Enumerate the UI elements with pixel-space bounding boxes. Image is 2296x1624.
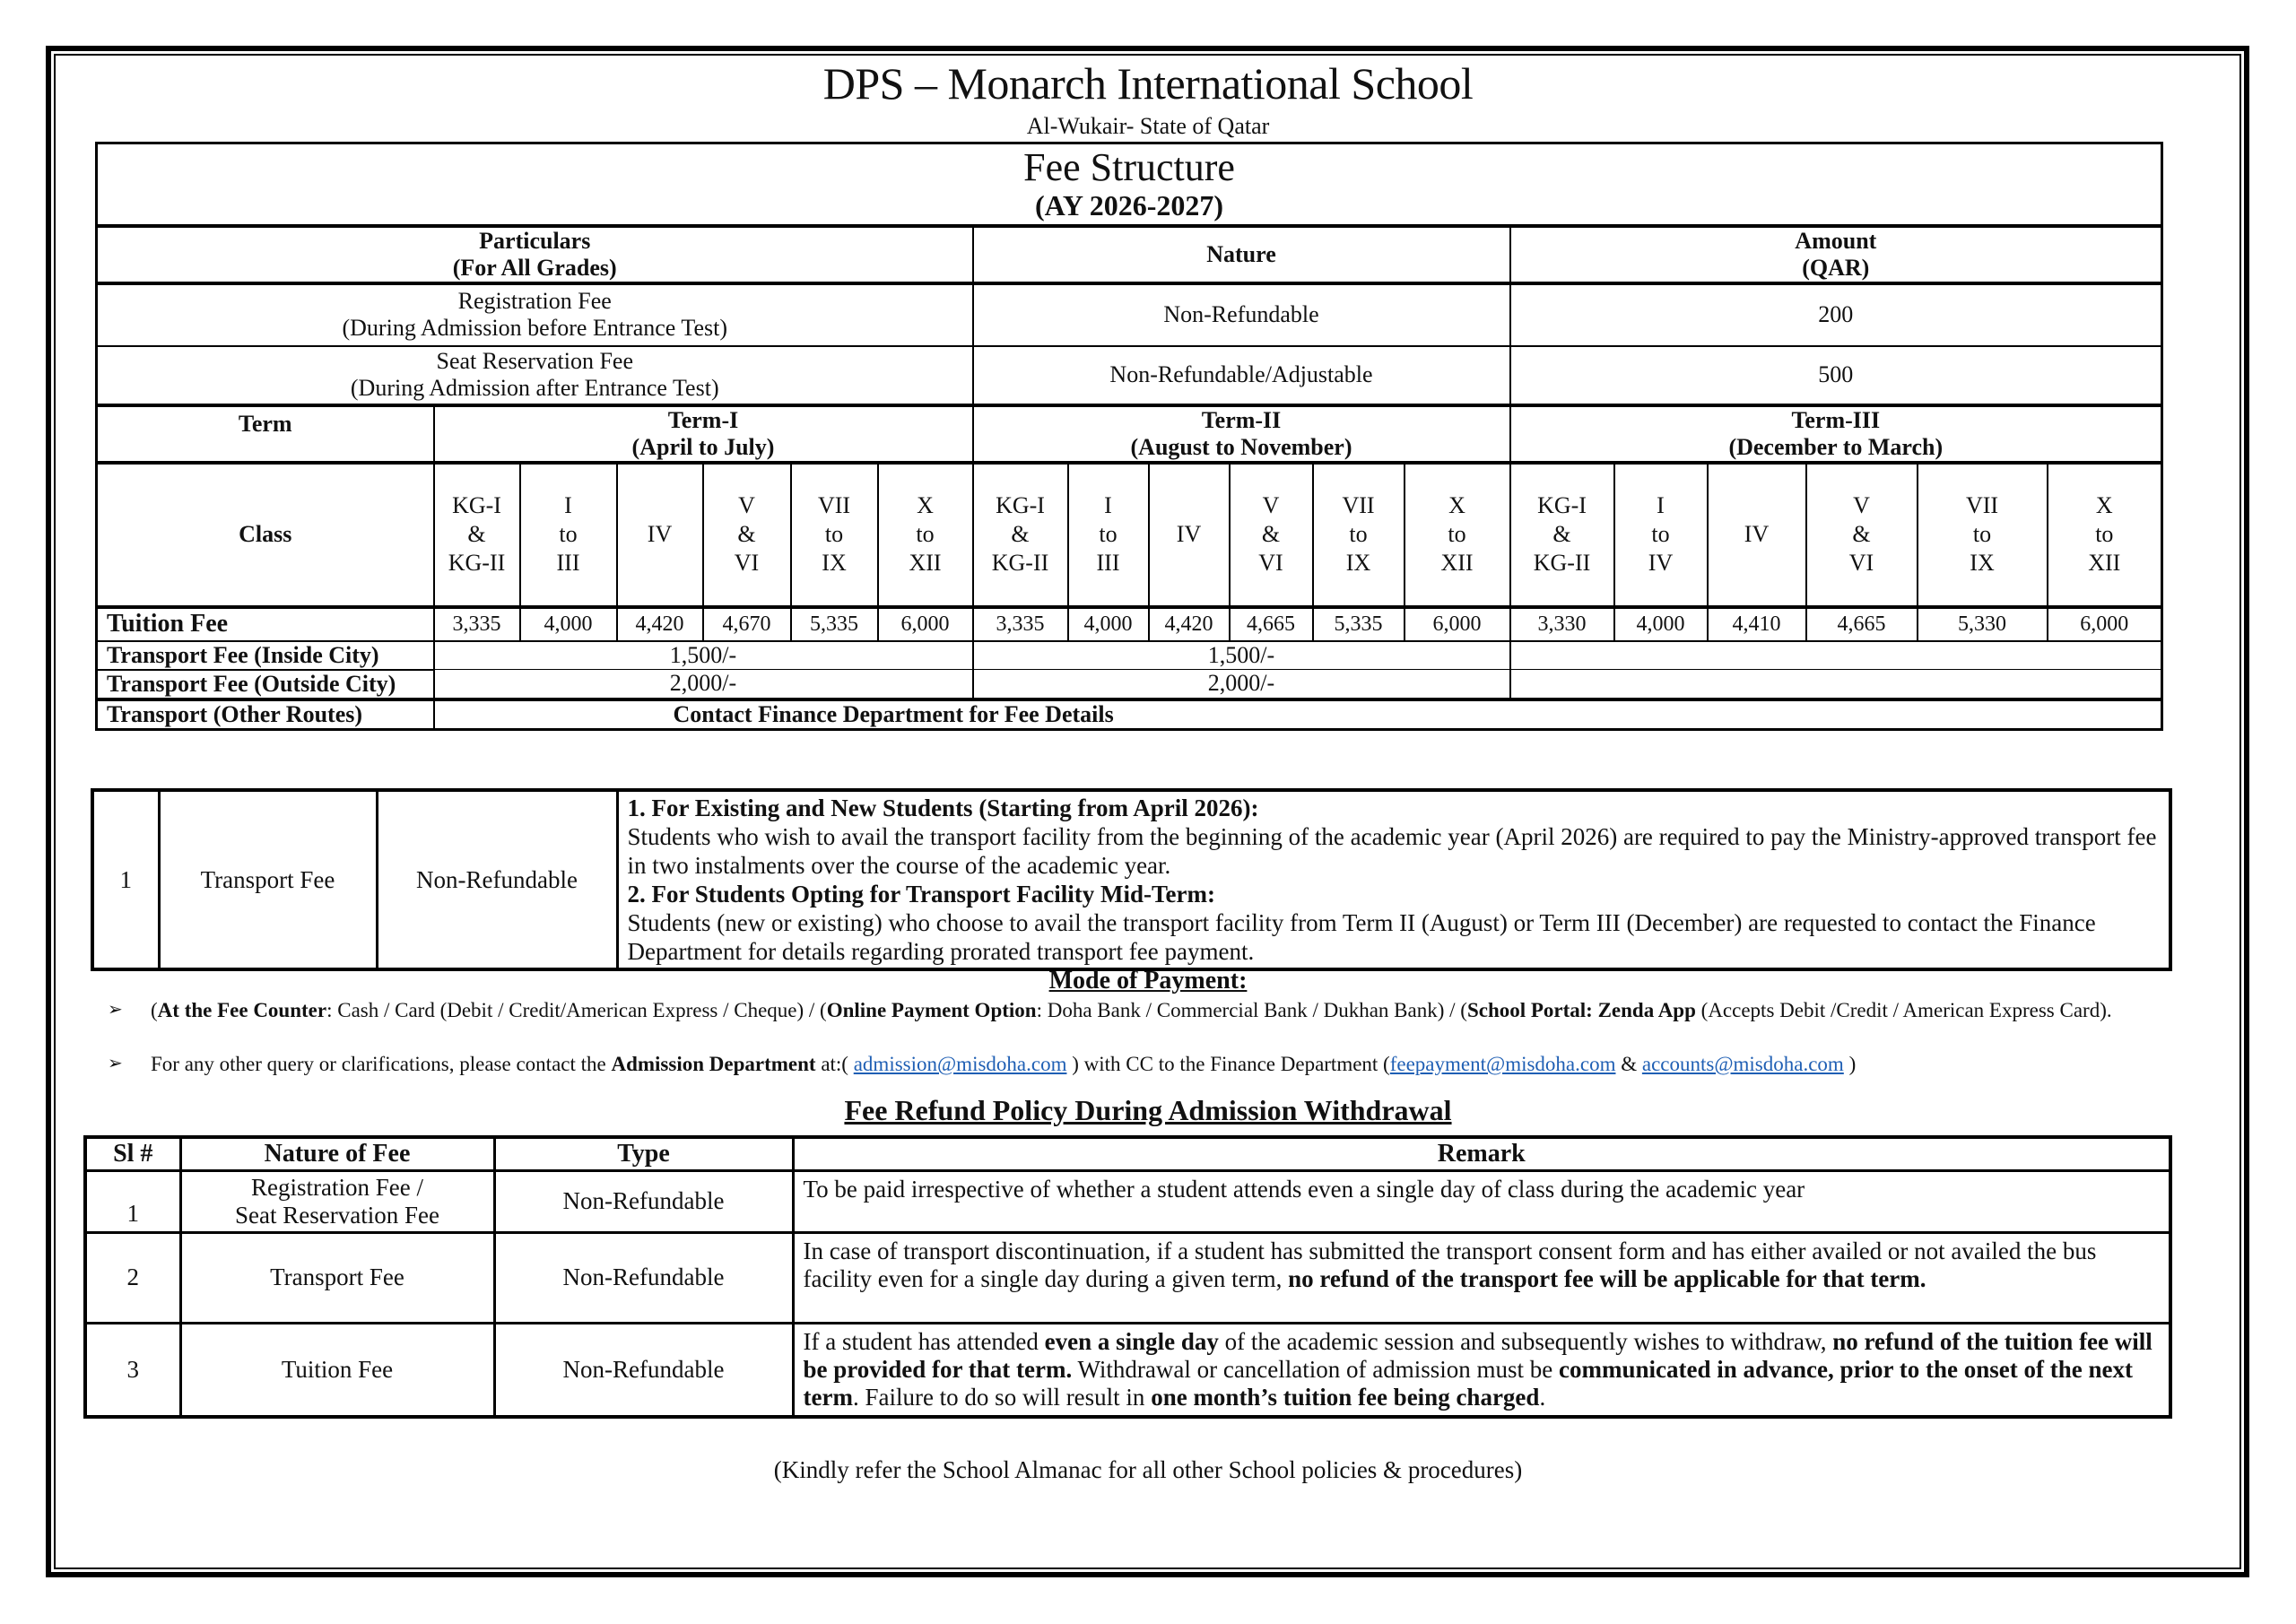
class-cell: IV: [1149, 463, 1230, 607]
particulars-subheader: (For All Grades): [452, 254, 617, 281]
transport-outside-term1: 2,000/-: [434, 670, 973, 699]
class-cell: X to XII: [2048, 463, 2162, 607]
refund-type: Non-Refundable: [494, 1323, 793, 1417]
registration-fee-nature: Non-Refundable: [973, 283, 1510, 346]
class-cell: V & VI: [703, 463, 791, 607]
transport-policy-body-2: Students (new or existing) who choose to avail the transport facility from Term II (August) or Term III (December) are requested to contact the Finance Department for details regarding prorated transport fee payment.: [627, 909, 2096, 965]
term-3-name: Term-III: [1791, 406, 1881, 433]
sl-header: Sl #: [85, 1137, 180, 1170]
contact-text: &: [1615, 1053, 1642, 1075]
refund-remark: In case of transport discontinuation, if a student has submitted the transport consent form and has either availed or not availed the bus facility even for a single day during a given term, no refund of the transport fee will be applicable for that term.: [793, 1232, 2170, 1323]
transport-inside-row: [97, 641, 2162, 670]
tuition-value: 5,335: [791, 607, 878, 641]
tuition-value: 3,330: [1510, 607, 1614, 641]
refund-fee-line: Registration Fee /: [251, 1173, 423, 1201]
transport-inside-term3: [1510, 641, 2162, 670]
payment-bullet-2: [108, 1051, 2152, 1077]
transport-inside-term2: 1,500/-: [973, 641, 1510, 670]
class-cell: IV: [617, 463, 703, 607]
refund-type: Non-Refundable: [494, 1170, 793, 1232]
contact-text: at:(: [815, 1053, 854, 1075]
amount-subheader: (QAR): [1802, 254, 1870, 281]
class-cell: I to IV: [1614, 463, 1708, 607]
transport-policy-description: [617, 790, 2170, 969]
transport-policy-type: Non-Refundable: [377, 790, 617, 969]
refund-remark: If a student has attended even a single day of the academic session and subsequently wishes to withdraw, no refund of the tuition fee will be provided for that term. Withdrawal or cancellation of admission must be communicated in advance, prior to the onset of the next term. Failure to do so will result in one month’s tuition fee being charged.: [793, 1323, 2170, 1417]
refund-sl: 1: [85, 1170, 180, 1232]
tuition-value: 5,335: [1313, 607, 1405, 641]
mode-of-payment-title: Mode of Payment:: [1048, 967, 1248, 994]
refund-sl: 2: [85, 1232, 180, 1323]
tuition-fee-row: [97, 607, 2162, 641]
seat-reservation-fee-amount: 500: [1510, 346, 2162, 405]
academic-year: (AY 2026-2027): [1035, 189, 1224, 222]
refund-row: [85, 1232, 2170, 1323]
class-cell: X to XII: [878, 463, 973, 607]
tuition-fee-label: Tuition Fee: [97, 607, 434, 641]
class-cell: VII to IX: [791, 463, 878, 607]
refund-policy-table: [83, 1135, 2172, 1419]
column-header-row: [97, 226, 2162, 283]
refund-fee-line: Seat Reservation Fee: [235, 1201, 439, 1229]
transport-policy-fee: Transport Fee: [159, 790, 377, 969]
fee-structure-table: [95, 142, 2163, 731]
tuition-value: 3,335: [434, 607, 520, 641]
term-header-row: [97, 405, 2162, 463]
term-1-name: Term-I: [667, 406, 739, 433]
class-cell: V & VI: [1230, 463, 1313, 607]
fee-counter-options: : Cash / Card (Debit / Credit/American Express / Cheque) / (: [326, 999, 827, 1021]
transport-policy-sl: 1: [92, 790, 159, 969]
class-cell: I to III: [520, 463, 617, 607]
refund-policy-title: Fee Refund Policy During Admission Withdrawal: [844, 1094, 1452, 1126]
particulars-header: Particulars: [479, 227, 591, 254]
refund-sl: 3: [85, 1323, 180, 1417]
transport-inside-term1: 1,500/-: [434, 641, 973, 670]
class-cell: X to XII: [1405, 463, 1510, 607]
transport-outside-term3: [1510, 670, 2162, 699]
tuition-value: 4,420: [617, 607, 703, 641]
term-2-name: Term-II: [1201, 406, 1282, 433]
class-cell: KG-I & KG-II: [973, 463, 1068, 607]
tuition-value: 4,665: [1806, 607, 1918, 641]
term-2-period: (August to November): [1130, 433, 1352, 460]
online-payment-options: : Doha Bank / Commercial Bank / Dukhan Bank) / (: [1036, 999, 1467, 1021]
fee-counter-label: At the Fee Counter: [157, 999, 327, 1021]
refund-fee: Transport Fee: [180, 1232, 494, 1323]
transport-other-value: Contact Finance Department for Fee Details: [434, 699, 2162, 730]
refund-fee: [180, 1170, 494, 1232]
fee-structure-title: Fee Structure: [1023, 145, 1235, 190]
transport-policy-row: [92, 790, 2170, 969]
nature-of-fee-header: Nature of Fee: [180, 1137, 494, 1170]
tuition-value: 4,420: [1149, 607, 1230, 641]
class-row: [97, 463, 2162, 607]
transport-policy-body-1: Students who wish to avail the transport facility from the beginning of the academic year (April 2026) are required to pay the Ministry-approved transport fee in two instalments over the course of the academic year.: [627, 823, 2157, 879]
refund-row: [85, 1170, 2170, 1232]
accounts-email-link[interactable]: accounts@misdoha.com: [1641, 1053, 1844, 1075]
seat-reservation-fee-nature: Non-Refundable/Adjustable: [973, 346, 1510, 405]
tuition-value: 4,000: [1068, 607, 1149, 641]
tuition-value: 6,000: [2048, 607, 2162, 641]
transport-inside-label: Transport Fee (Inside City): [97, 641, 434, 670]
transport-other-row: [97, 699, 2162, 730]
seat-reservation-fee-name: Seat Reservation Fee: [436, 348, 633, 374]
admission-email-link[interactable]: admission@misdoha.com: [853, 1053, 1067, 1075]
registration-fee-name: Registration Fee: [457, 288, 612, 314]
arrow-bullet-icon: ➢: [108, 1054, 123, 1073]
school-location: Al-Wukair- State of Qatar: [1026, 113, 1270, 139]
contact-text: For any other query or clarifications, please contact the: [151, 1053, 612, 1075]
fee-structure-title-row: [97, 143, 2162, 226]
transport-policy-table: [91, 788, 2172, 971]
tuition-value: 5,330: [1918, 607, 2048, 641]
tuition-value: 3,335: [973, 607, 1068, 641]
admission-department-label: Admission Department: [611, 1053, 816, 1075]
feepayment-email-link[interactable]: feepayment@misdoha.com: [1389, 1053, 1616, 1075]
registration-fee-amount: 200: [1510, 283, 2162, 346]
transport-outside-term2: 2,000/-: [973, 670, 1510, 699]
tuition-value: 4,670: [703, 607, 791, 641]
footer-note: (Kindly refer the School Almanac for all other School policies & procedures): [773, 1456, 1523, 1483]
class-label: Class: [97, 463, 434, 607]
tuition-value: 4,000: [1614, 607, 1708, 641]
school-portal-options: (Accepts Debit /Credit / American Express Card).: [1695, 999, 2112, 1021]
transport-policy-heading-2: 2. For Students Opting for Transport Facility Mid-Term:: [627, 881, 1216, 908]
refund-header-row: [85, 1137, 2170, 1170]
transport-outside-row: [97, 670, 2162, 699]
refund-type: Non-Refundable: [494, 1232, 793, 1323]
contact-text: ) with CC to the Finance Department (: [1066, 1053, 1390, 1075]
term-1-period: (April to July): [631, 433, 775, 460]
tuition-value: 4,665: [1230, 607, 1313, 641]
refund-remark: To be paid irrespective of whether a student attends even a single day of class during the academic year: [793, 1170, 2170, 1232]
type-header: Type: [494, 1137, 793, 1170]
school-name: DPS – Monarch International School: [822, 58, 1474, 109]
transport-outside-label: Transport Fee (Outside City): [97, 670, 434, 699]
nature-header: Nature: [973, 226, 1510, 283]
class-cell: VII to IX: [1313, 463, 1405, 607]
amount-header: Amount: [1795, 227, 1877, 254]
class-cell: V & VI: [1806, 463, 1918, 607]
tuition-value: 4,410: [1708, 607, 1806, 641]
tuition-value: 6,000: [878, 607, 973, 641]
registration-fee-row: [97, 283, 2162, 346]
tuition-value: 6,000: [1405, 607, 1510, 641]
online-payment-label: Online Payment Option: [826, 999, 1037, 1021]
tuition-value: 4,000: [520, 607, 617, 641]
seat-reservation-fee-note: (During Admission after Entrance Test): [350, 375, 719, 401]
term-3-period: (December to March): [1728, 433, 1944, 460]
refund-row: [85, 1323, 2170, 1417]
seat-reservation-fee-row: [97, 346, 2162, 405]
school-portal-label: School Portal: Zenda App: [1466, 999, 1696, 1021]
transport-policy-heading-1: 1. For Existing and New Students (Starting from April 2026):: [627, 795, 1259, 821]
contact-text: ): [1843, 1053, 1857, 1075]
registration-fee-note: (During Admission before Entrance Test): [342, 315, 727, 341]
class-cell: I to III: [1068, 463, 1149, 607]
refund-fee: Tuition Fee: [180, 1323, 494, 1417]
remark-header: Remark: [793, 1137, 2170, 1170]
arrow-bullet-icon: ➢: [108, 1000, 123, 1020]
class-cell: VII to IX: [1918, 463, 2048, 607]
class-cell: IV: [1708, 463, 1806, 607]
class-cell: KG-I & KG-II: [434, 463, 520, 607]
transport-other-label: Transport (Other Routes): [97, 699, 434, 730]
payment-bullet-1: ➢ (At the Fee Counter: Cash / Card (Debit / Credit/American Express / Cheque) / (Online Payment Option: Doha Bank / Commercial Bank / Dukhan Bank) / (School Portal: Zenda App (Accepts Debit /Credit / American Express Card).: [108, 999, 2112, 1021]
term-label: Term: [97, 405, 434, 463]
class-cell: KG-I & KG-II: [1510, 463, 1614, 607]
